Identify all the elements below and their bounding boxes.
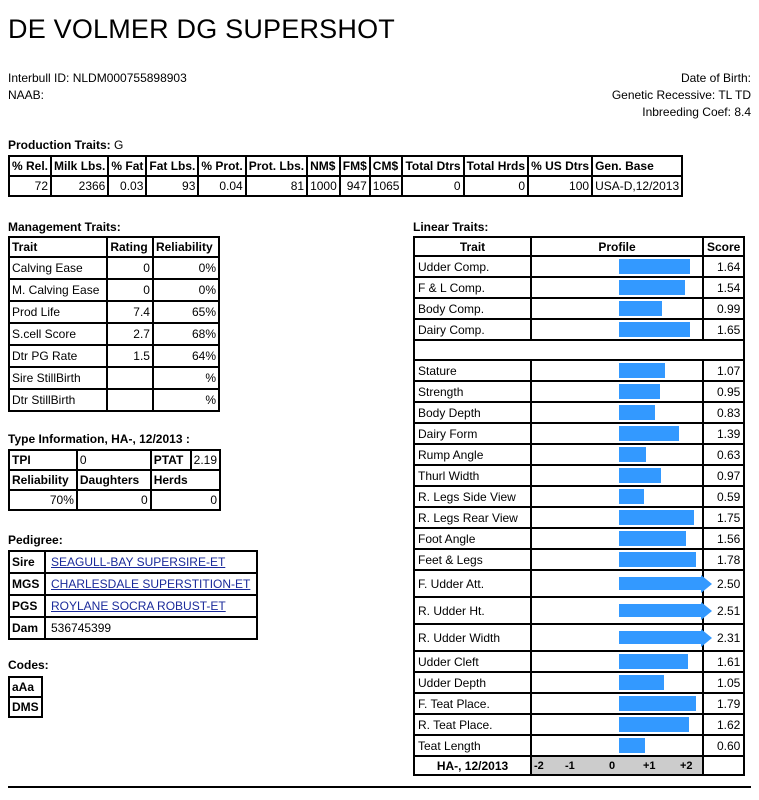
linear-row [414,486,744,507]
production-cell: 93 [146,176,198,196]
linear-trait: Rump Angle [414,444,531,465]
production-header-row [9,156,682,176]
production-cell: 1000 [307,176,340,196]
pedigree-value: 536745399 [51,621,112,635]
management-trait: Prod Life [9,301,107,323]
linear-row [414,423,744,444]
naab-code: NAAB: [8,88,45,102]
linear-trait: Udder Comp. [414,256,531,277]
management-col-header: Rating [107,237,153,257]
linear-header-score: Score [703,237,744,256]
linear-scale-tick: +1 [643,760,656,772]
management-trait: S.cell Score [9,323,107,345]
linear-score: 1.05 [703,672,744,693]
linear-profile-cell [531,528,703,549]
tpi-label: TPI [9,450,77,470]
linear-bar [619,675,664,690]
linear-score: 0.59 [703,486,744,507]
linear-header-profile: Profile [531,237,703,256]
pedigree-row [9,617,257,639]
linear-score: 0.83 [703,402,744,423]
linear-scale [531,756,703,775]
production-col-header: Prot. Lbs. [246,156,307,176]
linear-profile-cell [531,714,703,735]
pedigree-label: Sire [9,551,45,573]
pedigree-value-cell [45,617,257,639]
linear-score: 0.95 [703,381,744,402]
production-col-header: % Rel. [9,156,51,176]
production-title [8,138,123,152]
type-info-col-header: Daughters [77,470,151,490]
linear-bar [619,717,689,732]
linear-bar [619,426,679,441]
production-cell: 2366 [51,176,108,196]
production-title-label: Production Traits: [8,138,111,152]
type-info-cell: 0 [151,490,220,510]
management-rating: 0 [107,279,153,301]
linear-table [413,236,745,776]
linear-bar [619,301,662,316]
linear-row [414,570,744,597]
linear-bar [619,552,696,567]
codes-title: Codes: [8,658,49,672]
linear-trait: Body Depth [414,402,531,423]
linear-profile-cell [531,444,703,465]
type-info-col-header: Reliability [9,470,77,490]
code-row [9,677,42,697]
linear-score: 1.61 [703,651,744,672]
linear-trait: R. Udder Ht. [414,597,531,624]
linear-profile-cell [531,507,703,528]
pedigree-value-cell [45,551,257,573]
management-trait: Sire StillBirth [9,367,107,389]
linear-footer-label: HA-, 12/2013 [414,756,531,775]
linear-profile-cell [531,423,703,444]
management-reliability: % [153,367,219,389]
linear-bar [619,604,703,617]
tpi-row [9,450,220,470]
management-trait: Calving Ease [9,257,107,279]
management-reliability: 68% [153,323,219,345]
linear-row [414,360,744,381]
inbreeding-coef: Inbreeding Coef: 8.4 [642,105,751,119]
linear-profile-cell [531,381,703,402]
pedigree-row [9,595,257,617]
production-value-row [9,176,682,196]
linear-score: 1.07 [703,360,744,381]
management-col-header: Trait [9,237,107,257]
linear-profile-cell [531,570,703,597]
management-col-header: Reliability [153,237,219,257]
management-row [9,367,219,389]
linear-bar [619,738,645,753]
linear-score: 1.62 [703,714,744,735]
production-col-header: NM$ [307,156,340,176]
linear-row [414,277,744,298]
management-trait: M. Calving Ease [9,279,107,301]
linear-profile-cell [531,549,703,570]
linear-footer-row [414,756,744,775]
header-right [612,70,751,121]
linear-scale-tick: -2 [534,760,544,772]
production-col-header: FM$ [340,156,370,176]
linear-overflow-arrow [701,602,712,620]
linear-trait: Body Comp. [414,298,531,319]
linear-score: 2.51 [703,597,744,624]
linear-score: 0.60 [703,735,744,756]
linear-profile-cell [531,256,703,277]
linear-bar [619,654,688,669]
linear-profile-cell [531,672,703,693]
production-col-header: % Prot. [198,156,245,176]
production-cell: 100 [528,176,592,196]
management-row [9,279,219,301]
management-header-row [9,237,219,257]
linear-bar [619,531,686,546]
linear-scale-tick: +2 [680,760,693,772]
management-rating: 2.7 [107,323,153,345]
linear-title: Linear Traits: [413,220,489,234]
production-col-header: % US Dtrs [528,156,592,176]
linear-profile-cell [531,402,703,423]
linear-row [414,444,744,465]
linear-trait: Teat Length [414,735,531,756]
linear-bar [619,259,690,274]
linear-profile-cell [531,360,703,381]
management-trait: Dtr StillBirth [9,389,107,411]
production-suffix: G [114,138,124,152]
linear-row [414,507,744,528]
linear-score: 1.56 [703,528,744,549]
linear-trait: Strength [414,381,531,402]
linear-bar [619,468,661,483]
production-col-header: Total Dtrs [402,156,463,176]
linear-score: 1.54 [703,277,744,298]
management-reliability: % [153,389,219,411]
pedigree-value-cell [45,595,257,617]
linear-trait: Udder Depth [414,672,531,693]
pedigree-title: Pedigree: [8,533,63,547]
genetic-recessive: Genetic Recessive: TL TD [611,88,751,102]
linear-score: 2.31 [703,624,744,651]
pedigree-value-cell [45,573,257,595]
linear-row [414,256,744,277]
linear-trait: R. Legs Rear View [414,507,531,528]
management-rating [107,389,153,411]
linear-row [414,624,744,651]
production-col-header: % Fat [108,156,146,176]
linear-row [414,549,744,570]
codes-table [8,676,43,718]
linear-bar [619,405,655,420]
linear-row [414,298,744,319]
linear-row [414,402,744,423]
linear-row [414,693,744,714]
management-rating: 0 [107,257,153,279]
linear-row [414,672,744,693]
production-table [8,155,683,197]
linear-trait: Feet & Legs [414,549,531,570]
linear-profile-cell [531,277,703,298]
linear-bar [619,384,660,399]
production-cell: 0 [402,176,463,196]
linear-score: 2.50 [703,570,744,597]
linear-trait: Dairy Form [414,423,531,444]
linear-scale-tick: -1 [565,760,575,772]
type-info-cell: 70% [9,490,77,510]
linear-spacer-row [414,340,744,360]
production-cell: 1065 [370,176,403,196]
linear-bar [619,577,703,590]
type-info-value-row [9,490,220,510]
tpi-value: 0 [77,450,151,470]
linear-score: 1.39 [703,423,744,444]
management-table [8,236,220,412]
linear-header-row [414,237,744,256]
production-cell: 72 [9,176,51,196]
linear-bar [619,631,703,644]
pedigree-link[interactable]: CHARLESDALE SUPERSTITION-ET [51,577,251,591]
linear-score: 1.75 [703,507,744,528]
management-trait: Dtr PG Rate [9,345,107,367]
linear-trait: F & L Comp. [414,277,531,298]
pedigree-table [8,550,258,640]
management-reliability: 65% [153,301,219,323]
linear-profile-cell [531,651,703,672]
linear-header-trait: Trait [414,237,531,256]
production-col-header: Total Hrds [464,156,528,176]
linear-trait: F. Teat Place. [414,693,531,714]
management-row [9,389,219,411]
production-cell: 81 [246,176,307,196]
linear-score: 1.79 [703,693,744,714]
management-rating: 7.4 [107,301,153,323]
pedigree-label: MGS [9,573,45,595]
linear-score: 0.99 [703,298,744,319]
production-col-header: Gen. Base [592,156,682,176]
linear-overflow-arrow [701,575,712,593]
linear-profile-cell [531,319,703,340]
linear-trait: R. Legs Side View [414,486,531,507]
linear-score: 0.97 [703,465,744,486]
production-cell: 947 [340,176,370,196]
interbull-id: Interbull ID: NLDM000755898903 [8,71,187,85]
management-rating: 1.5 [107,345,153,367]
linear-score: 1.65 [703,319,744,340]
linear-score: 1.78 [703,549,744,570]
linear-profile-cell [531,486,703,507]
pedigree-link[interactable]: SEAGULL-BAY SUPERSIRE-ET [51,555,226,569]
production-col-header: Milk Lbs. [51,156,108,176]
production-cell: 0 [464,176,528,196]
production-col-header: Fat Lbs. [146,156,198,176]
pedigree-row [9,551,257,573]
linear-scale-tick: 0 [609,760,616,772]
code-row [9,697,42,717]
linear-bar [619,447,646,462]
linear-trait: R. Teat Place. [414,714,531,735]
linear-bar [619,280,685,295]
production-cell: USA-D,12/2013 [592,176,682,196]
ptat-value: 2.19 [191,450,220,470]
type-info-header-row [9,470,220,490]
linear-profile-cell [531,465,703,486]
pedigree-label: PGS [9,595,45,617]
linear-trait: Foot Angle [414,528,531,549]
linear-score: 0.63 [703,444,744,465]
footer-rule [8,786,751,788]
management-row [9,323,219,345]
management-reliability: 0% [153,279,219,301]
linear-row [414,735,744,756]
production-cell: 0.04 [198,176,245,196]
type-info-col-header: Herds [151,470,220,490]
management-rating [107,367,153,389]
linear-trait: Stature [414,360,531,381]
linear-trait: Udder Cleft [414,651,531,672]
linear-trait: F. Udder Att. [414,570,531,597]
pedigree-link[interactable]: ROYLANE SOCRA ROBUST-ET [51,599,226,613]
linear-overflow-arrow [701,629,712,647]
linear-row [414,597,744,624]
linear-row [414,714,744,735]
management-reliability: 0% [153,257,219,279]
type-info-table [8,449,221,511]
linear-bar [619,696,696,711]
linear-profile-cell [531,624,703,651]
linear-trait: Thurl Width [414,465,531,486]
management-title: Management Traits: [8,220,121,234]
linear-trait: Dairy Comp. [414,319,531,340]
linear-bar [619,322,690,337]
linear-row [414,651,744,672]
management-reliability: 64% [153,345,219,367]
code-item: aAa [9,677,42,697]
production-cell: 0.03 [108,176,146,196]
ptat-label: PTAT [151,450,191,470]
header-left [8,70,187,104]
linear-profile-cell [531,735,703,756]
linear-row [414,465,744,486]
linear-bar [619,363,665,378]
management-row [9,301,219,323]
linear-bar [619,510,694,525]
linear-footer-blank [703,756,744,775]
management-row [9,345,219,367]
linear-row [414,319,744,340]
linear-score: 1.64 [703,256,744,277]
pedigree-label: Dam [9,617,45,639]
linear-bar [619,489,644,504]
linear-row [414,381,744,402]
production-col-header: CM$ [370,156,403,176]
code-item: DMS [9,697,42,717]
linear-spacer [414,340,744,360]
page-title: DE VOLMER DG SUPERSHOT [8,14,395,44]
management-row [9,257,219,279]
date-of-birth: Date of Birth: [680,71,751,85]
linear-row [414,528,744,549]
pedigree-row [9,573,257,595]
linear-profile-cell [531,298,703,319]
linear-profile-cell [531,597,703,624]
type-info-title: Type Information, HA-, 12/2013 : [8,432,190,446]
linear-trait: R. Udder Width [414,624,531,651]
linear-profile-cell [531,693,703,714]
type-info-cell: 0 [77,490,151,510]
